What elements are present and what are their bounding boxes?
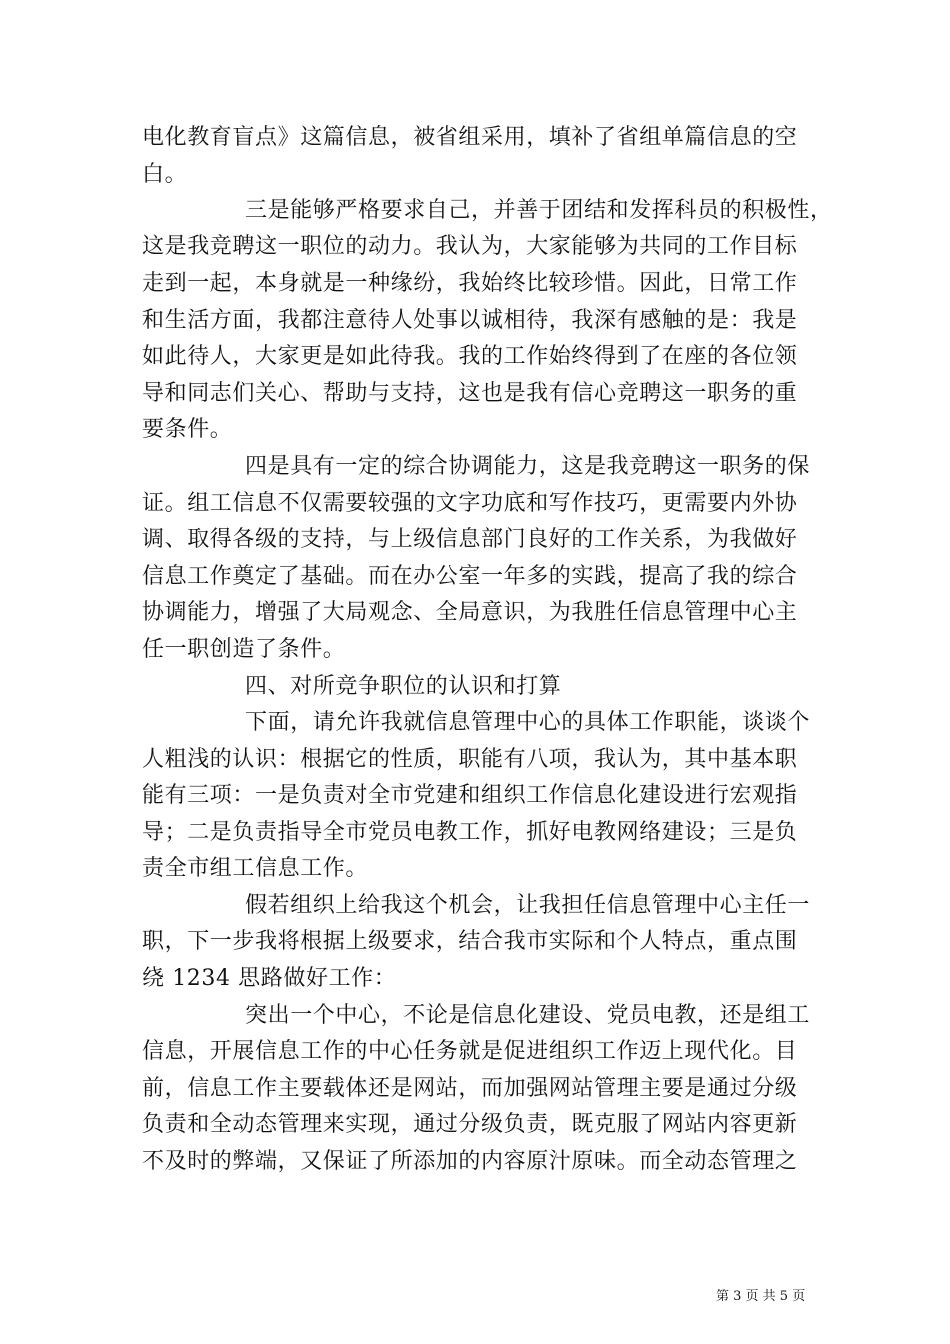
text-line: 信息，开展信息工作的中心任务就是促进组织工作迈上现代化。目: [142, 1039, 798, 1064]
text-line: 职，下一步我将根据上级要求，结合我市实际和个人特点，重点围: [142, 929, 798, 954]
text-line: 如此待人，大家更是如此待我。我的工作始终得到了在座的各位领: [142, 344, 798, 369]
text-line: 人粗浅的认识：根据它的性质，职能有八项，我认为，其中基本职: [142, 747, 798, 772]
text-line: 电化教育盲点》这篇信息，被省组采用，填补了省组单篇信息的空: [142, 125, 798, 150]
text-line: 责全市组工信息工作。: [142, 856, 369, 881]
page-footer: 第 3 页 共 5 页: [716, 1289, 806, 1304]
text-line: 和生活方面，我都注意待人处事以诚相待，我深有感触的是：我是: [142, 308, 798, 333]
text-line: 要条件。: [142, 417, 233, 442]
text-line: 假若组织上给我这个机会，让我担任信息管理中心主任一: [245, 893, 811, 918]
text-line: 能有三项：一是负责对全市党建和组织工作信息化建设进行宏观指: [142, 783, 798, 808]
text-line: 负责和全动态管理来实现，通过分级负责，既克服了网站内容更新: [142, 1112, 798, 1137]
text-line: 信息工作奠定了基础。而在办公室一年多的实践，提高了我的综合: [142, 564, 798, 589]
text-line: 三是能够严格要求自己，并善于团结和发挥科员的积极性，: [245, 198, 833, 223]
text-line: 这是我竞聘这一职位的动力。我认为，大家能够为共同的工作目标: [142, 234, 798, 259]
section-heading: 四、对所竞争职位的认识和打算: [245, 674, 562, 699]
text-line: 走到一起，本身就是一种缘纷，我始终比较珍惜。因此，日常工作: [142, 271, 798, 296]
text-line: 绕 1234 思路做好工作：: [142, 966, 397, 991]
text-line: 白。: [142, 162, 188, 187]
text-line: 前，信息工作主要载体还是网站，而加强网站管理主要是通过分级: [142, 1076, 798, 1101]
text-line: 不及时的弊端，又保证了所添加的内容原汁原味。而全动态管理之: [142, 1149, 798, 1174]
text-line: 任一职创造了条件。: [142, 637, 346, 662]
text-line: 证。组工信息不仅需要较强的文字功底和写作技巧，更需要内外协: [142, 491, 798, 516]
text-line: 导；二是负责指导全市党员电教工作，抓好电教网络建设；三是负: [142, 820, 798, 845]
text-line: 突出一个中心，不论是信息化建设、党员电教，还是组工: [245, 1003, 811, 1028]
text-line: 四是具有一定的综合协调能力，这是我竞聘这一职务的保: [245, 454, 811, 479]
text-line: 导和同志们关心、帮助与支持，这也是我有信心竞聘这一职务的重: [142, 381, 798, 406]
text-line: 调、取得各级的支持，与上级信息部门良好的工作关系，为我做好: [142, 527, 798, 552]
text-line: 协调能力，增强了大局观念、全局意识，为我胜任信息管理中心主: [142, 600, 798, 625]
text-line: 下面，请允许我就信息管理中心的具体工作职能，谈谈个: [245, 710, 811, 735]
